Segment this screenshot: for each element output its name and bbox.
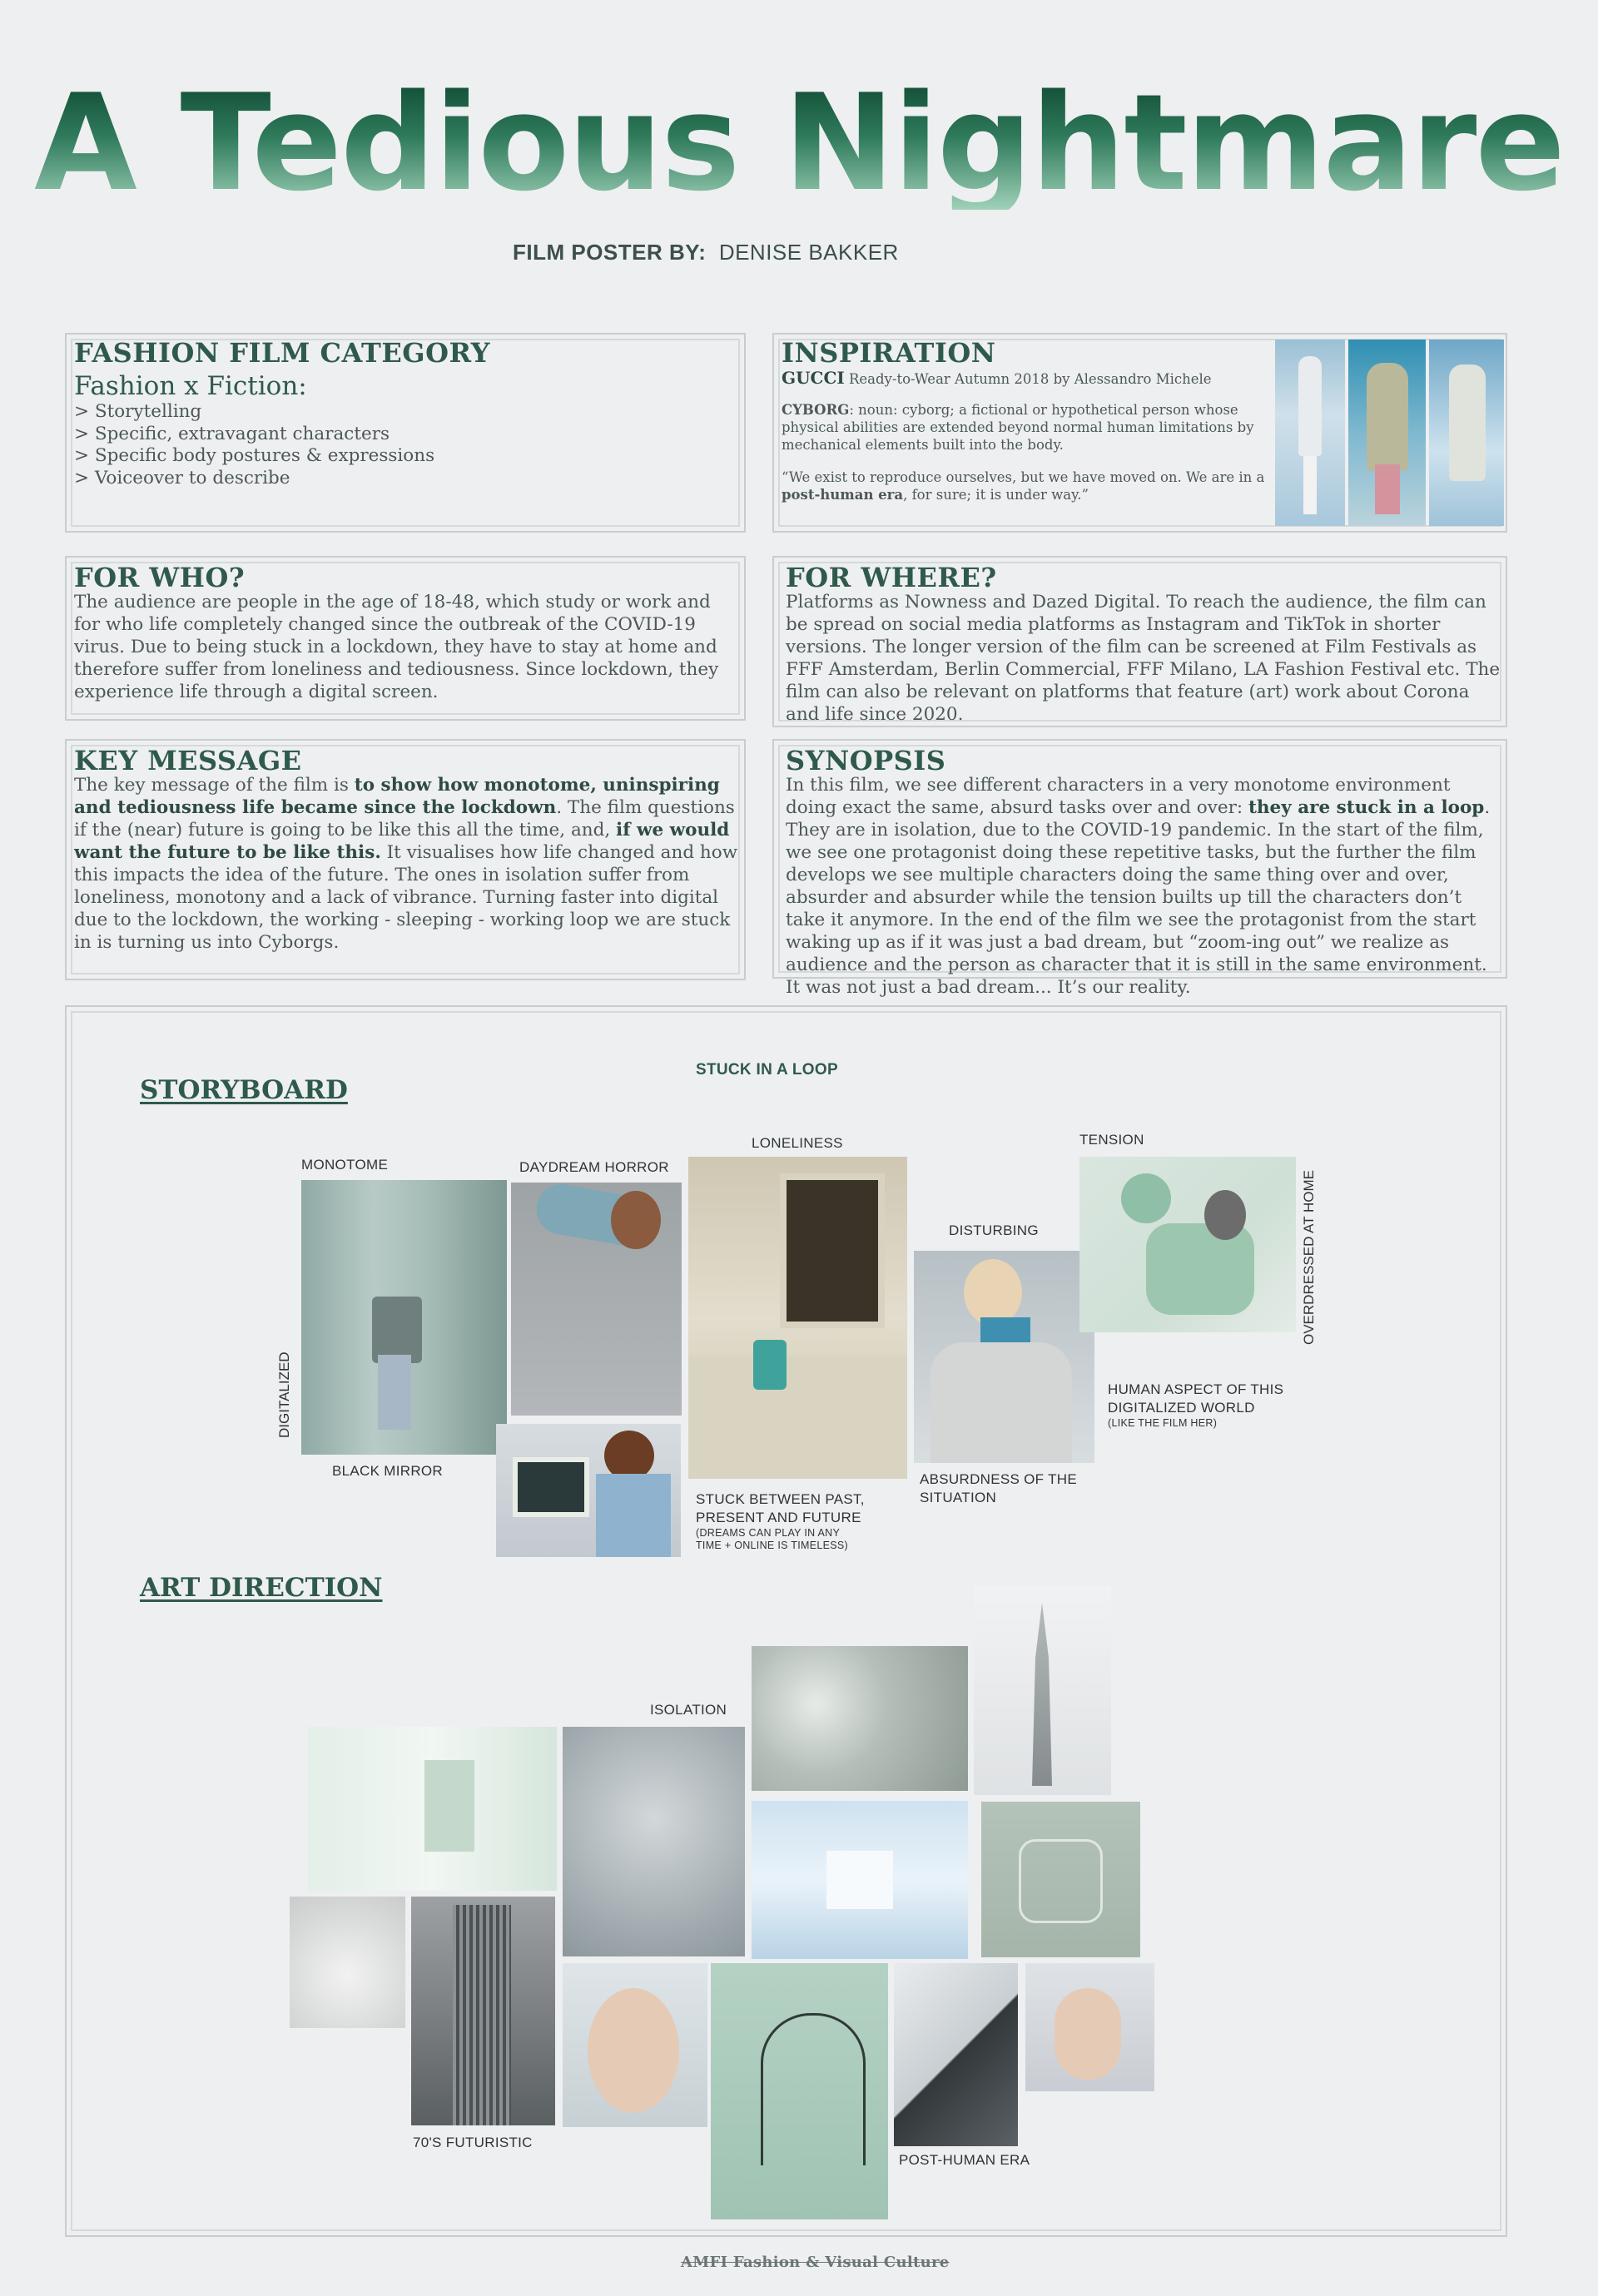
caption-post-human: POST-HUMAN ERA <box>899 2152 1030 2168</box>
computer-photo <box>496 1424 681 1557</box>
collection: Ready-to-Wear Autumn 2018 by Alessandro Michele <box>848 371 1212 387</box>
runway-photo <box>1429 340 1504 526</box>
caption-overdressed: OVERDRESSED AT HOME <box>1301 1169 1317 1345</box>
list-item: > Specific body postures & expressions <box>74 445 435 466</box>
monotome-photo <box>301 1180 507 1455</box>
for-where-text: Platforms as Nowness and Dazed Digital. To reach the audience, the film can be spread on social media platforms as Instagram and TikTok in shorter versions. The longer version of the film can be screened at Film Festivals as FFF Amsterdam, Berlin Commercial, FFF Milano, LA Fashion Festival etc. The film can also be relevant on platforms that feature (art) work about Corona and life since 2020. <box>786 592 1501 725</box>
byline-label: FILM POSTER BY: <box>513 240 707 265</box>
category-heading: FASHION FILM CATEGORY <box>74 337 490 369</box>
inspiration-box <box>772 333 1507 533</box>
runway-photo <box>1348 340 1426 526</box>
category-box <box>65 333 746 533</box>
oval-hall-photo <box>752 1801 968 1959</box>
caption-daydream: DAYDREAM HORROR <box>519 1159 669 1175</box>
glove-photo <box>290 1897 405 2028</box>
caption-tension: TENSION <box>1079 1132 1144 1148</box>
key-message-text: The key message of the film is to show how monotome, uninspiring and tediousness life became since the lockdown. The film questions if the (near) future is going to be like this all the time, and, if we would want the future to be like this. It visualises how life changed and how this impacts the idea of the future. The ones in isolation suffer from loneliness, monotony and a lack of vibrance. Turning faster into digital due to the lockdown, the working - sleeping - working loop we are stuck in is turning us into Cyborgs. <box>74 775 738 953</box>
caption-loneliness: LONELINESS <box>752 1135 843 1151</box>
for-who-text: The audience are people in the age of 18-48, which study or work and for who life completely changed since the outbreak of the COVID-19 virus. Due to being stuck in a lockdown, they have to stay at home and therefore suffer from loneliness and tediousness. Since lockdown, they experience life through a digital screen. <box>74 592 719 702</box>
liquid-metal-photo <box>752 1646 968 1791</box>
arch-photo <box>711 1963 888 2219</box>
daydream-photo <box>511 1183 682 1416</box>
caption-futuristic: 70'S FUTURISTIC <box>413 2135 533 2150</box>
hand-photo <box>1025 1963 1154 2091</box>
sculpture-photo <box>563 1727 745 1956</box>
stairs-photo <box>894 1963 1018 2146</box>
synopsis-heading: SYNOPSIS <box>786 745 946 776</box>
white-corridor-photo <box>308 1727 557 1891</box>
footer-label: AMFI Fashion & Visual Culture <box>681 2254 950 2271</box>
inspiration-heading: INSPIRATION <box>782 337 996 369</box>
for-where-heading: FOR WHERE? <box>786 562 997 593</box>
tension-photo <box>1079 1157 1296 1332</box>
caption-human-aspect: HUMAN ASPECT OF THIS DIGITALIZED WORLD (LIKE THE FILM HER) <box>1108 1381 1284 1429</box>
byline <box>513 240 899 265</box>
caption-absurd: ABSURDNESS OF THE SITUATION <box>920 1471 1077 1505</box>
key-message-heading: KEY MESSAGE <box>74 745 302 776</box>
caption-digitalized: DIGITALIZED <box>276 1351 292 1438</box>
cyborg-definition: CYBORG: noun: cyborg; a fictional or hypothetical person whose physical abilities are extended beyond normal human limitations by mechanical elements built into the body. <box>782 402 1254 453</box>
brand: GUCCI <box>782 368 845 388</box>
loop-label: STUCK IN A LOOP <box>696 1061 838 1079</box>
building-photo <box>411 1897 555 2125</box>
synopsis-text: In this film, we see different characters in a very monotome environment doing exact the same, absurd tasks over and over: they are stuck in a loop. They are in isolation, due to the COVID-19 pandemic. In the start of the film, we see one protagonist doing these repetitive tasks, but the further the film develops we see multiple characters doing the same thing over and over, absurder and absurder while the tension builts up till the characters don’t take it anymore. In the end of the film we see the protagonist from the start waking up as if it was just a bad dream, but “zoom-ing out” we realize as audience and the person as character that it is still in the same environment. It was not just a bad dream... It’s our reality. <box>786 775 1491 998</box>
list-item: > Voiceover to describe <box>74 467 290 488</box>
list-item: > Storytelling <box>74 401 202 422</box>
caption-isolation: ISOLATION <box>650 1702 727 1718</box>
art-direction-heading: ART DIRECTION <box>140 1573 383 1603</box>
for-who-box <box>65 556 746 721</box>
for-who-heading: FOR WHO? <box>74 562 246 593</box>
glass-cube-photo <box>981 1802 1140 1957</box>
portrait-photo <box>563 1963 707 2127</box>
list-item: > Specific, extravagant characters <box>74 423 390 444</box>
byline-name: DENISE BAKKER <box>718 240 899 265</box>
category-list <box>74 401 490 489</box>
disturbing-photo <box>914 1251 1094 1463</box>
key-message-box <box>65 739 746 980</box>
skyscraper-photo <box>974 1586 1111 1795</box>
poster-title: A Tedious Nightmare <box>0 77 1598 210</box>
storyboard-heading: STORYBOARD <box>140 1075 348 1105</box>
caption-stuck: STUCK BETWEEN PAST, PRESENT AND FUTURE (DREAMS CAN PLAY IN ANY TIME + ONLINE IS TIMELESS) <box>696 1491 865 1551</box>
runway-photo <box>1275 340 1345 526</box>
loneliness-photo <box>688 1157 907 1479</box>
quote: “We exist to reproduce ourselves, but we have moved on. We are in a post-human era, for sure; it is under way.” <box>782 469 1265 503</box>
caption-black-mirror: BLACK MIRROR <box>332 1463 444 1479</box>
caption-monotome: MONOTOME <box>301 1157 389 1173</box>
synopsis-box <box>772 739 1507 998</box>
category-subheading: Fashion x Fiction: <box>74 371 307 401</box>
for-where-box <box>772 556 1507 727</box>
caption-disturbing: DISTURBING <box>949 1222 1039 1238</box>
